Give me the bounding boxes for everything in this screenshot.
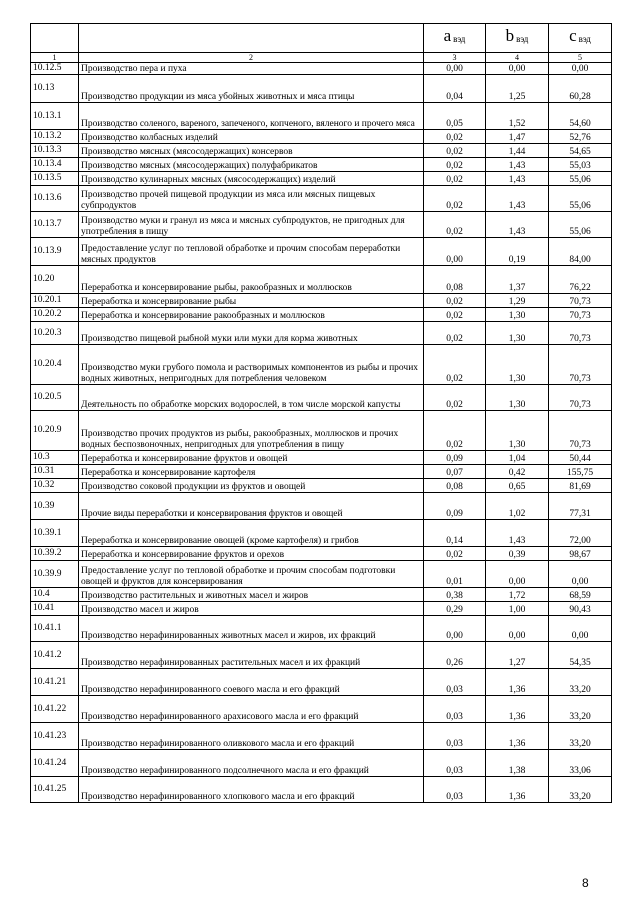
- table-row: [31, 465, 612, 479]
- okved-code: 10.12.5: [31, 63, 79, 75]
- coef-c: 68,59: [549, 588, 612, 602]
- coef-a: 0,00: [424, 616, 486, 642]
- coef-c: 54,65: [549, 144, 612, 158]
- coef-b: 1,43: [486, 186, 549, 212]
- coef-c: 60,28: [549, 75, 612, 103]
- table-row: [31, 63, 612, 75]
- activity-name: Производство масел и жиров: [79, 602, 424, 616]
- okved-code: 10.39.1: [31, 520, 79, 547]
- activity-name: Предоставление услуг по тепловой обработке и прочим способам подготовки овощей и фруктов для консервирования: [79, 561, 424, 588]
- coef-b: 1,44: [486, 144, 549, 158]
- okved-code: 10.39: [31, 493, 79, 520]
- table-row: [31, 308, 612, 322]
- coef-a: 0,03: [424, 777, 486, 803]
- okved-code: 10.13.6: [31, 186, 79, 212]
- activity-name: Производство нерафинированного хлопкового масла и его фракций: [79, 777, 424, 803]
- page-number: 8: [582, 876, 589, 890]
- coef-c: 77,31: [549, 493, 612, 520]
- activity-name: Переработка и консервирование фруктов и овощей: [79, 451, 424, 465]
- table-row: [31, 172, 612, 186]
- coef-b: 1,27: [486, 642, 549, 669]
- coef-b: 1,36: [486, 777, 549, 803]
- activity-name: Предоставление услуг по тепловой обработке и прочим способам переработки мясных продуктов: [79, 238, 424, 266]
- coef-a: 0,02: [424, 345, 486, 385]
- coef-c: 90,43: [549, 602, 612, 616]
- activity-name: Производство прочих продуктов из рыбы, ракообразных, моллюсков и прочих водных беспозвоночных, непригодных для употребления в пищу: [79, 411, 424, 451]
- coef-a: 0,26: [424, 642, 486, 669]
- table-row: [31, 451, 612, 465]
- coef-a: 0,02: [424, 186, 486, 212]
- coef-a: 0,14: [424, 520, 486, 547]
- coef-b: 1,04: [486, 451, 549, 465]
- coef-b: 1,00: [486, 602, 549, 616]
- activity-name: Производство растительных и животных масел и жиров: [79, 588, 424, 602]
- table-row: [31, 602, 612, 616]
- table-row: [31, 520, 612, 547]
- activity-name: Производство нерафинированных животных масел и жиров, их фракций: [79, 616, 424, 642]
- coef-c: 70,73: [549, 411, 612, 451]
- column-number: 1: [31, 53, 79, 63]
- table-row: [31, 750, 612, 777]
- coef-c: 33,20: [549, 696, 612, 723]
- activity-name: Производство муки грубого помола и растворимых компонентов из рыбы и прочих водных животных, непригодных для потребления человеком: [79, 345, 424, 385]
- coef-a: 0,02: [424, 322, 486, 345]
- activity-name: Производство мясных (мясосодержащих) консервов: [79, 144, 424, 158]
- coef-b: 1,30: [486, 345, 549, 385]
- activity-name: Производство нерафинированного соевого масла и его фракций: [79, 669, 424, 696]
- okved-code: 10.39.9: [31, 561, 79, 588]
- column-number: 4: [486, 53, 549, 63]
- activity-name: Производство нерафинированного арахисового масла и его фракций: [79, 696, 424, 723]
- okved-code: 10.20.9: [31, 411, 79, 451]
- okved-code: 10.41.23: [31, 723, 79, 750]
- coef-a: 0,02: [424, 158, 486, 172]
- table-row: [31, 616, 612, 642]
- coef-b: 1,43: [486, 172, 549, 186]
- coef-b: 1,30: [486, 322, 549, 345]
- coef-c: 55,06: [549, 212, 612, 238]
- okved-code: 10.13.3: [31, 144, 79, 158]
- coef-b: 0,65: [486, 479, 549, 493]
- table-row: [31, 322, 612, 345]
- okved-code: 10.32: [31, 479, 79, 493]
- coef-c: 76,22: [549, 266, 612, 294]
- okved-code: 10.13.7: [31, 212, 79, 238]
- coef-b: 1,43: [486, 212, 549, 238]
- coef-b: 1,36: [486, 669, 549, 696]
- coef-c: 84,00: [549, 238, 612, 266]
- activity-name: Производство пера и пуха: [79, 63, 424, 75]
- coef-a: 0,05: [424, 103, 486, 130]
- coef-a: 0,02: [424, 308, 486, 322]
- activity-name: Производство пищевой рыбной муки или муки для корма животных: [79, 322, 424, 345]
- coef-c: 54,60: [549, 103, 612, 130]
- coef-c: 33,06: [549, 750, 612, 777]
- table-row: [31, 411, 612, 451]
- activity-name: Переработка и консервирование овощей (кроме картофеля) и грибов: [79, 520, 424, 547]
- table-row: [31, 479, 612, 493]
- header-cell-name: [79, 24, 424, 53]
- activity-name: Производство мясных (мясосодержащих) полуфабрикатов: [79, 158, 424, 172]
- okved-code: 10.41: [31, 602, 79, 616]
- activity-name: Производство нерафинированных растительных масел и их фракций: [79, 642, 424, 669]
- activity-name: Переработка и консервирование ракообразных и моллюсков: [79, 308, 424, 322]
- activity-name: Переработка и консервирование фруктов и орехов: [79, 547, 424, 561]
- table-row: [31, 103, 612, 130]
- table-row: [31, 493, 612, 520]
- table-row: [31, 561, 612, 588]
- table-row: [31, 642, 612, 669]
- coef-b: 0,42: [486, 465, 549, 479]
- coef-a: 0,02: [424, 212, 486, 238]
- coef-a: 0,04: [424, 75, 486, 103]
- table-row: [31, 130, 612, 144]
- coef-b: 1,38: [486, 750, 549, 777]
- coef-a: 0,29: [424, 602, 486, 616]
- coef-b: 1,72: [486, 588, 549, 602]
- column-number: 5: [549, 53, 612, 63]
- coef-a: 0,03: [424, 750, 486, 777]
- table-row: [31, 144, 612, 158]
- coef-c: 0,00: [549, 561, 612, 588]
- activity-name: Производство прочей пищевой продукции из мяса или мясных пищевых субпродуктов: [79, 186, 424, 212]
- coef-c: 0,00: [549, 616, 612, 642]
- header-row: [31, 24, 612, 53]
- okved-code: 10.13.4: [31, 158, 79, 172]
- coef-a: 0,01: [424, 561, 486, 588]
- header-cell-code: [31, 24, 79, 53]
- coef-b: 1,30: [486, 385, 549, 411]
- okved-code: 10.13.1: [31, 103, 79, 130]
- coef-c: 50,44: [549, 451, 612, 465]
- coef-c: 70,73: [549, 322, 612, 345]
- okved-code: 10.13: [31, 75, 79, 103]
- activity-name: Переработка и консервирование картофеля: [79, 465, 424, 479]
- table-row: [31, 696, 612, 723]
- okved-code: 10.41.2: [31, 642, 79, 669]
- activity-name: Производство муки и гранул из мяса и мясных субпродуктов, не пригодных для употребления в пищу: [79, 212, 424, 238]
- coef-c: 33,20: [549, 777, 612, 803]
- table-row: [31, 186, 612, 212]
- activity-name: Производство кулинарных мясных (мясосодержащих) изделий: [79, 172, 424, 186]
- okved-code: 10.13.9: [31, 238, 79, 266]
- table-row: [31, 345, 612, 385]
- table-row: [31, 777, 612, 803]
- activity-name: Производство соленого, вареного, запеченого, копченого, вяленого и прочего мяса: [79, 103, 424, 130]
- coef-b: 1,36: [486, 723, 549, 750]
- coef-c: 70,73: [549, 345, 612, 385]
- okved-code: 10.13.2: [31, 130, 79, 144]
- table-row: [31, 669, 612, 696]
- coef-a: 0,03: [424, 723, 486, 750]
- coef-a: 0,08: [424, 266, 486, 294]
- coef-c: 33,20: [549, 723, 612, 750]
- coef-a: 0,09: [424, 451, 486, 465]
- coef-c: 72,00: [549, 520, 612, 547]
- coef-c: 70,73: [549, 294, 612, 308]
- coef-c: 70,73: [549, 308, 612, 322]
- okved-code: 10.20.4: [31, 345, 79, 385]
- column-numbers-row: [31, 53, 612, 63]
- coef-b: 1,37: [486, 266, 549, 294]
- activity-name: Переработка и консервирование рыбы: [79, 294, 424, 308]
- coef-b: 1,02: [486, 493, 549, 520]
- okved-code: 10.41.22: [31, 696, 79, 723]
- okved-code: 10.31: [31, 465, 79, 479]
- coef-c: 33,20: [549, 669, 612, 696]
- coef-c: 54,35: [549, 642, 612, 669]
- okved-code: 10.39.2: [31, 547, 79, 561]
- table-row: [31, 723, 612, 750]
- coef-b: 1,25: [486, 75, 549, 103]
- coef-a: 0,02: [424, 130, 486, 144]
- coef-b: 1,52: [486, 103, 549, 130]
- table-row: [31, 266, 612, 294]
- coef-b: 0,00: [486, 63, 549, 75]
- header-cell-c: c $_{вэд}$: [549, 24, 612, 53]
- activity-name: Производство соковой продукции из фруктов и овощей: [79, 479, 424, 493]
- coef-a: 0,09: [424, 493, 486, 520]
- coef-c: 98,67: [549, 547, 612, 561]
- coef-a: 0,02: [424, 294, 486, 308]
- coef-a: 0,02: [424, 172, 486, 186]
- coef-a: 0,08: [424, 479, 486, 493]
- activity-name: Переработка и консервирование рыбы, ракообразных и моллюсков: [79, 266, 424, 294]
- table-row: [31, 158, 612, 172]
- coef-a: 0,38: [424, 588, 486, 602]
- activity-name: Деятельность по обработке морских водорослей, в том числе морской капусты: [79, 385, 424, 411]
- activity-name: Прочие виды переработки и консервирования фруктов и овощей: [79, 493, 424, 520]
- okved-code: 10.41.24: [31, 750, 79, 777]
- table-row: [31, 75, 612, 103]
- okved-code: 10.4: [31, 588, 79, 602]
- coef-c: 55,06: [549, 186, 612, 212]
- coef-b: 1,30: [486, 308, 549, 322]
- coef-b: 1,47: [486, 130, 549, 144]
- column-number: 2: [79, 53, 424, 63]
- coef-b: 0,00: [486, 561, 549, 588]
- coef-a: 0,07: [424, 465, 486, 479]
- table-row: [31, 294, 612, 308]
- coef-a: 0,02: [424, 411, 486, 451]
- header-cell-b: b $_{вэд}$: [486, 24, 549, 53]
- activity-name: Производство продукции из мяса убойных животных и мяса птицы: [79, 75, 424, 103]
- activity-name: Производство нерафинированного подсолнечного масла и его фракций: [79, 750, 424, 777]
- coef-a: 0,03: [424, 669, 486, 696]
- coef-b: 1,29: [486, 294, 549, 308]
- activity-name: Производство колбасных изделий: [79, 130, 424, 144]
- coef-a: 0,02: [424, 385, 486, 411]
- coef-c: 81,69: [549, 479, 612, 493]
- coef-c: 52,76: [549, 130, 612, 144]
- coef-b: 1,43: [486, 158, 549, 172]
- okved-code: 10.13.5: [31, 172, 79, 186]
- coef-b: 0,00: [486, 616, 549, 642]
- coef-b: 0,39: [486, 547, 549, 561]
- okved-code: 10.3: [31, 451, 79, 465]
- column-number: 3: [424, 53, 486, 63]
- table-row: [31, 212, 612, 238]
- coef-c: 55,06: [549, 172, 612, 186]
- okved-code: 10.20.2: [31, 308, 79, 322]
- coef-a: 0,00: [424, 63, 486, 75]
- okved-code: 10.20.5: [31, 385, 79, 411]
- okved-code: 10.41.21: [31, 669, 79, 696]
- coef-a: 0,02: [424, 547, 486, 561]
- header-cell-a: a $_{вэд}$: [424, 24, 486, 53]
- table-row: [31, 547, 612, 561]
- coef-b: 0,19: [486, 238, 549, 266]
- coef-b: 1,36: [486, 696, 549, 723]
- okved-code: 10.20.1: [31, 294, 79, 308]
- table-row: [31, 588, 612, 602]
- coef-a: 0,02: [424, 144, 486, 158]
- coef-a: 0,03: [424, 696, 486, 723]
- okved-code: 10.20.3: [31, 322, 79, 345]
- coef-c: 70,73: [549, 385, 612, 411]
- coef-c: 55,03: [549, 158, 612, 172]
- activity-name: Производство нерафинированного оливкового масла и его фракций: [79, 723, 424, 750]
- table-row: [31, 238, 612, 266]
- okved-code: 10.20: [31, 266, 79, 294]
- table-row: [31, 385, 612, 411]
- okved-code: 10.41.25: [31, 777, 79, 803]
- coef-c: 0,00: [549, 63, 612, 75]
- coef-b: 1,30: [486, 411, 549, 451]
- coef-b: 1,43: [486, 520, 549, 547]
- coefficients-table: [30, 23, 612, 803]
- coef-c: 155,75: [549, 465, 612, 479]
- okved-code: 10.41.1: [31, 616, 79, 642]
- coef-a: 0,00: [424, 238, 486, 266]
